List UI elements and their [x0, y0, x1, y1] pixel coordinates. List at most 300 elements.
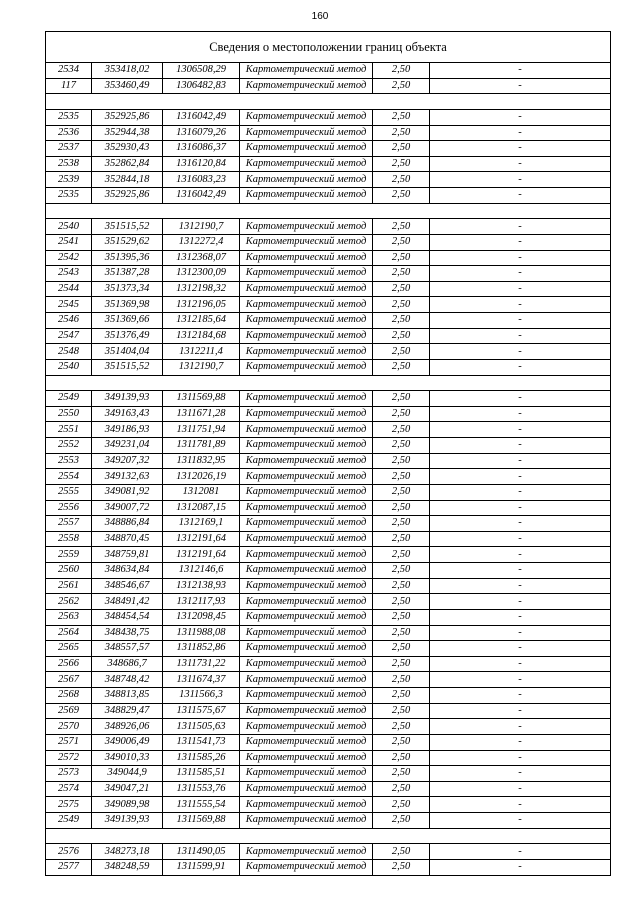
point-number-cell: 2542 — [46, 250, 92, 266]
table-row — [46, 656, 611, 672]
point-number-cell: 2534 — [46, 63, 92, 79]
accuracy-cell: 2,50 — [373, 109, 430, 125]
accuracy-cell: 2,50 — [373, 391, 430, 407]
table-row — [46, 453, 611, 469]
method-cell: Картометрический метод — [240, 813, 373, 829]
method-cell: Картометрический метод — [240, 141, 373, 157]
method-cell: Картометрический метод — [240, 63, 373, 79]
method-cell: Картометрический метод — [240, 125, 373, 141]
point-number-cell: 2549 — [46, 391, 92, 407]
table-row — [46, 750, 611, 766]
point-number-cell: 2573 — [46, 766, 92, 782]
accuracy-cell: 2,50 — [373, 313, 430, 329]
x-coordinate-cell: 348273,18 — [92, 844, 163, 860]
y-coordinate-cell: 1311505,63 — [163, 719, 240, 735]
x-coordinate-cell: 349089,98 — [92, 797, 163, 813]
accuracy-cell: 2,50 — [373, 609, 430, 625]
point-number-cell: 2548 — [46, 344, 92, 360]
x-coordinate-cell: 351515,52 — [92, 219, 163, 235]
table-row — [46, 109, 611, 125]
table-separator-row — [46, 828, 611, 844]
table-separator-row — [46, 203, 611, 219]
x-coordinate-cell: 351373,34 — [92, 281, 163, 297]
accuracy-cell: 2,50 — [373, 563, 430, 579]
method-cell: Картометрический метод — [240, 531, 373, 547]
x-coordinate-cell: 351376,49 — [92, 328, 163, 344]
y-coordinate-cell: 1311671,28 — [163, 406, 240, 422]
method-cell: Картометрический метод — [240, 234, 373, 250]
table-row — [46, 703, 611, 719]
accuracy-cell: 2,50 — [373, 344, 430, 360]
y-coordinate-cell: 1311731,22 — [163, 656, 240, 672]
method-cell: Картометрический метод — [240, 266, 373, 282]
y-coordinate-cell: 1312081 — [163, 484, 240, 500]
accuracy-cell: 2,50 — [373, 766, 430, 782]
x-coordinate-cell: 349047,21 — [92, 781, 163, 797]
x-coordinate-cell: 348829,47 — [92, 703, 163, 719]
table-row — [46, 797, 611, 813]
y-coordinate-cell: 1312272,4 — [163, 234, 240, 250]
table-separator-row — [46, 94, 611, 110]
table-row — [46, 78, 611, 94]
method-cell: Картометрический метод — [240, 672, 373, 688]
y-coordinate-cell: 1311585,26 — [163, 750, 240, 766]
point-number-cell: 2558 — [46, 531, 92, 547]
method-cell: Картометрический метод — [240, 641, 373, 657]
method-cell: Картометрический метод — [240, 359, 373, 375]
description-cell: - — [430, 422, 611, 438]
table-row — [46, 344, 611, 360]
y-coordinate-cell: 1311569,88 — [163, 391, 240, 407]
table-row — [46, 516, 611, 532]
description-cell: - — [430, 734, 611, 750]
method-cell: Картометрический метод — [240, 188, 373, 204]
point-number-cell: 2557 — [46, 516, 92, 532]
x-coordinate-cell: 348248,59 — [92, 859, 163, 875]
x-coordinate-cell: 352925,86 — [92, 188, 163, 204]
method-cell: Картометрический метод — [240, 438, 373, 454]
x-coordinate-cell: 353418,02 — [92, 63, 163, 79]
y-coordinate-cell: 1311555,54 — [163, 797, 240, 813]
y-coordinate-cell: 1312190,7 — [163, 359, 240, 375]
y-coordinate-cell: 1311566,3 — [163, 688, 240, 704]
x-coordinate-cell: 352844,18 — [92, 172, 163, 188]
point-number-cell: 2549 — [46, 813, 92, 829]
x-coordinate-cell: 353460,49 — [92, 78, 163, 94]
table-row — [46, 859, 611, 875]
table-row — [46, 328, 611, 344]
x-coordinate-cell: 348870,45 — [92, 531, 163, 547]
description-cell: - — [430, 719, 611, 735]
accuracy-cell: 2,50 — [373, 484, 430, 500]
point-number-cell: 2544 — [46, 281, 92, 297]
x-coordinate-cell: 349006,49 — [92, 734, 163, 750]
method-cell: Картометрический метод — [240, 78, 373, 94]
table-row — [46, 219, 611, 235]
accuracy-cell: 2,50 — [373, 656, 430, 672]
point-number-cell: 2575 — [46, 797, 92, 813]
point-number-cell: 2562 — [46, 594, 92, 610]
separator-cell — [46, 203, 611, 219]
x-coordinate-cell: 351387,28 — [92, 266, 163, 282]
description-cell: - — [430, 531, 611, 547]
table-row — [46, 844, 611, 860]
description-cell: - — [430, 563, 611, 579]
description-cell: - — [430, 578, 611, 594]
point-number-cell: 2564 — [46, 625, 92, 641]
y-coordinate-cell: 1316086,37 — [163, 141, 240, 157]
description-cell: - — [430, 438, 611, 454]
y-coordinate-cell: 1312196,05 — [163, 297, 240, 313]
table-row — [46, 734, 611, 750]
x-coordinate-cell: 351404,04 — [92, 344, 163, 360]
method-cell: Картометрический метод — [240, 344, 373, 360]
method-cell: Картометрический метод — [240, 781, 373, 797]
table-row — [46, 266, 611, 282]
x-coordinate-cell: 348748,42 — [92, 672, 163, 688]
y-coordinate-cell: 1311988,08 — [163, 625, 240, 641]
description-cell: - — [430, 594, 611, 610]
table-row — [46, 719, 611, 735]
y-coordinate-cell: 1311599,91 — [163, 859, 240, 875]
x-coordinate-cell: 352944,38 — [92, 125, 163, 141]
point-number-cell: 2538 — [46, 156, 92, 172]
accuracy-cell: 2,50 — [373, 219, 430, 235]
point-number-cell: 2550 — [46, 406, 92, 422]
accuracy-cell: 2,50 — [373, 250, 430, 266]
method-cell: Картометрический метод — [240, 109, 373, 125]
method-cell: Картометрический метод — [240, 688, 373, 704]
table-row — [46, 547, 611, 563]
point-number-cell: 2576 — [46, 844, 92, 860]
point-number-cell: 2551 — [46, 422, 92, 438]
accuracy-cell: 2,50 — [373, 438, 430, 454]
point-number-cell: 117 — [46, 78, 92, 94]
x-coordinate-cell: 349186,93 — [92, 422, 163, 438]
accuracy-cell: 2,50 — [373, 281, 430, 297]
point-number-cell: 2536 — [46, 125, 92, 141]
method-cell: Картометрический метод — [240, 750, 373, 766]
description-cell: - — [430, 391, 611, 407]
point-number-cell: 2543 — [46, 266, 92, 282]
y-coordinate-cell: 1311575,67 — [163, 703, 240, 719]
method-cell: Картометрический метод — [240, 766, 373, 782]
accuracy-cell: 2,50 — [373, 406, 430, 422]
accuracy-cell: 2,50 — [373, 297, 430, 313]
description-cell: - — [430, 109, 611, 125]
accuracy-cell: 2,50 — [373, 188, 430, 204]
description-cell: - — [430, 813, 611, 829]
accuracy-cell: 2,50 — [373, 359, 430, 375]
y-coordinate-cell: 1306508,29 — [163, 63, 240, 79]
y-coordinate-cell: 1312191,64 — [163, 547, 240, 563]
accuracy-cell: 2,50 — [373, 719, 430, 735]
page-number: 160 — [311, 11, 329, 22]
accuracy-cell: 2,50 — [373, 625, 430, 641]
table-row — [46, 484, 611, 500]
method-cell: Картометрический метод — [240, 500, 373, 516]
y-coordinate-cell: 1312211,4 — [163, 344, 240, 360]
method-cell: Картометрический метод — [240, 219, 373, 235]
accuracy-cell: 2,50 — [373, 156, 430, 172]
x-coordinate-cell: 349139,93 — [92, 391, 163, 407]
table-row — [46, 625, 611, 641]
table-row — [46, 391, 611, 407]
method-cell: Картометрический метод — [240, 547, 373, 563]
x-coordinate-cell: 352930,43 — [92, 141, 163, 157]
description-cell: - — [430, 266, 611, 282]
description-cell: - — [430, 453, 611, 469]
y-coordinate-cell: 1312138,93 — [163, 578, 240, 594]
point-number-cell: 2541 — [46, 234, 92, 250]
x-coordinate-cell: 352862,84 — [92, 156, 163, 172]
method-cell: Картометрический метод — [240, 172, 373, 188]
description-cell: - — [430, 188, 611, 204]
method-cell: Картометрический метод — [240, 734, 373, 750]
description-cell: - — [430, 625, 611, 641]
y-coordinate-cell: 1312146,6 — [163, 563, 240, 579]
point-number-cell: 2535 — [46, 188, 92, 204]
method-cell: Картометрический метод — [240, 609, 373, 625]
method-cell: Картометрический метод — [240, 156, 373, 172]
point-number-cell: 2546 — [46, 313, 92, 329]
separator-cell — [46, 375, 611, 391]
y-coordinate-cell: 1316083,23 — [163, 172, 240, 188]
table-row — [46, 531, 611, 547]
method-cell: Картометрический метод — [240, 422, 373, 438]
point-number-cell: 2556 — [46, 500, 92, 516]
table-row — [46, 281, 611, 297]
table-row — [46, 359, 611, 375]
point-number-cell: 2539 — [46, 172, 92, 188]
accuracy-cell: 2,50 — [373, 266, 430, 282]
method-cell: Картометрический метод — [240, 391, 373, 407]
point-number-cell: 2560 — [46, 563, 92, 579]
x-coordinate-cell: 349010,33 — [92, 750, 163, 766]
accuracy-cell: 2,50 — [373, 172, 430, 188]
point-number-cell: 2563 — [46, 609, 92, 625]
point-number-cell: 2570 — [46, 719, 92, 735]
accuracy-cell: 2,50 — [373, 78, 430, 94]
accuracy-cell: 2,50 — [373, 594, 430, 610]
method-cell: Картометрический метод — [240, 656, 373, 672]
method-cell: Картометрический метод — [240, 484, 373, 500]
table-row — [46, 406, 611, 422]
table-row — [46, 578, 611, 594]
table-row — [46, 234, 611, 250]
x-coordinate-cell: 348634,84 — [92, 563, 163, 579]
point-number-cell: 2569 — [46, 703, 92, 719]
method-cell: Картометрический метод — [240, 563, 373, 579]
point-number-cell: 2535 — [46, 109, 92, 125]
table-row — [46, 156, 611, 172]
accuracy-cell: 2,50 — [373, 63, 430, 79]
description-cell: - — [430, 844, 611, 860]
x-coordinate-cell: 348886,84 — [92, 516, 163, 532]
description-cell: - — [430, 234, 611, 250]
description-cell: - — [430, 78, 611, 94]
table-row — [46, 141, 611, 157]
point-number-cell: 2547 — [46, 328, 92, 344]
table-row — [46, 172, 611, 188]
accuracy-cell: 2,50 — [373, 859, 430, 875]
point-number-cell: 2555 — [46, 484, 92, 500]
accuracy-cell: 2,50 — [373, 844, 430, 860]
x-coordinate-cell: 348686,7 — [92, 656, 163, 672]
y-coordinate-cell: 1311553,76 — [163, 781, 240, 797]
y-coordinate-cell: 1311541,73 — [163, 734, 240, 750]
description-cell: - — [430, 703, 611, 719]
y-coordinate-cell: 1311751,94 — [163, 422, 240, 438]
description-cell: - — [430, 859, 611, 875]
method-cell: Картометрический метод — [240, 594, 373, 610]
separator-cell — [46, 828, 611, 844]
accuracy-cell: 2,50 — [373, 734, 430, 750]
description-cell: - — [430, 63, 611, 79]
description-cell: - — [430, 313, 611, 329]
table-row — [46, 250, 611, 266]
description-cell: - — [430, 297, 611, 313]
x-coordinate-cell: 351529,62 — [92, 234, 163, 250]
method-cell: Картометрический метод — [240, 578, 373, 594]
table-row — [46, 641, 611, 657]
description-cell: - — [430, 750, 611, 766]
method-cell: Картометрический метод — [240, 406, 373, 422]
method-cell: Картометрический метод — [240, 453, 373, 469]
point-number-cell: 2540 — [46, 359, 92, 375]
x-coordinate-cell: 352925,86 — [92, 109, 163, 125]
method-cell: Картометрический метод — [240, 703, 373, 719]
table-title-row — [46, 32, 611, 63]
description-cell: - — [430, 609, 611, 625]
method-cell: Картометрический метод — [240, 859, 373, 875]
point-number-cell: 2537 — [46, 141, 92, 157]
point-number-cell: 2540 — [46, 219, 92, 235]
accuracy-cell: 2,50 — [373, 125, 430, 141]
y-coordinate-cell: 1312169,1 — [163, 516, 240, 532]
accuracy-cell: 2,50 — [373, 531, 430, 547]
accuracy-cell: 2,50 — [373, 141, 430, 157]
method-cell: Картометрический метод — [240, 719, 373, 735]
point-number-cell: 2554 — [46, 469, 92, 485]
point-number-cell: 2559 — [46, 547, 92, 563]
method-cell: Картометрический метод — [240, 281, 373, 297]
table-row — [46, 469, 611, 485]
method-cell: Картометрический метод — [240, 469, 373, 485]
accuracy-cell: 2,50 — [373, 328, 430, 344]
point-number-cell: 2574 — [46, 781, 92, 797]
table-row — [46, 688, 611, 704]
y-coordinate-cell: 1311832,95 — [163, 453, 240, 469]
table-row — [46, 297, 611, 313]
description-cell: - — [430, 172, 611, 188]
accuracy-cell: 2,50 — [373, 672, 430, 688]
description-cell: - — [430, 641, 611, 657]
x-coordinate-cell: 349163,43 — [92, 406, 163, 422]
method-cell: Картометрический метод — [240, 516, 373, 532]
y-coordinate-cell: 1316042,49 — [163, 109, 240, 125]
accuracy-cell: 2,50 — [373, 781, 430, 797]
y-coordinate-cell: 1306482,83 — [163, 78, 240, 94]
x-coordinate-cell: 348546,67 — [92, 578, 163, 594]
x-coordinate-cell: 349231,04 — [92, 438, 163, 454]
y-coordinate-cell: 1311490,05 — [163, 844, 240, 860]
accuracy-cell: 2,50 — [373, 703, 430, 719]
accuracy-cell: 2,50 — [373, 500, 430, 516]
separator-cell — [46, 94, 611, 110]
x-coordinate-cell: 349132,63 — [92, 469, 163, 485]
y-coordinate-cell: 1312184,68 — [163, 328, 240, 344]
y-coordinate-cell: 1312117,93 — [163, 594, 240, 610]
method-cell: Картометрический метод — [240, 328, 373, 344]
description-cell: - — [430, 797, 611, 813]
x-coordinate-cell: 348557,57 — [92, 641, 163, 657]
point-number-cell: 2567 — [46, 672, 92, 688]
y-coordinate-cell: 1311569,88 — [163, 813, 240, 829]
table-row — [46, 188, 611, 204]
description-cell: - — [430, 781, 611, 797]
table-row — [46, 125, 611, 141]
x-coordinate-cell: 351515,52 — [92, 359, 163, 375]
description-cell: - — [430, 656, 611, 672]
x-coordinate-cell: 348926,06 — [92, 719, 163, 735]
description-cell: - — [430, 672, 611, 688]
y-coordinate-cell: 1312087,15 — [163, 500, 240, 516]
accuracy-cell: 2,50 — [373, 469, 430, 485]
table-row — [46, 813, 611, 829]
method-cell: Картометрический метод — [240, 844, 373, 860]
x-coordinate-cell: 349081,92 — [92, 484, 163, 500]
y-coordinate-cell: 1312185,64 — [163, 313, 240, 329]
point-number-cell: 2577 — [46, 859, 92, 875]
y-coordinate-cell: 1312368,07 — [163, 250, 240, 266]
x-coordinate-cell: 348491,42 — [92, 594, 163, 610]
method-cell: Картометрический метод — [240, 625, 373, 641]
x-coordinate-cell: 348438,75 — [92, 625, 163, 641]
table-row — [46, 500, 611, 516]
accuracy-cell: 2,50 — [373, 797, 430, 813]
method-cell: Картометрический метод — [240, 250, 373, 266]
y-coordinate-cell: 1312300,09 — [163, 266, 240, 282]
point-number-cell: 2561 — [46, 578, 92, 594]
x-coordinate-cell: 349207,32 — [92, 453, 163, 469]
table-row — [46, 609, 611, 625]
y-coordinate-cell: 1311852,86 — [163, 641, 240, 657]
y-coordinate-cell: 1312191,64 — [163, 531, 240, 547]
table-row — [46, 594, 611, 610]
description-cell: - — [430, 219, 611, 235]
table-row — [46, 781, 611, 797]
accuracy-cell: 2,50 — [373, 750, 430, 766]
x-coordinate-cell: 348454,54 — [92, 609, 163, 625]
description-cell: - — [430, 250, 611, 266]
description-cell: - — [430, 688, 611, 704]
table-row — [46, 766, 611, 782]
description-cell: - — [430, 766, 611, 782]
y-coordinate-cell: 1316042,49 — [163, 188, 240, 204]
description-cell: - — [430, 141, 611, 157]
y-coordinate-cell: 1312198,32 — [163, 281, 240, 297]
method-cell: Картометрический метод — [240, 313, 373, 329]
y-coordinate-cell: 1312098,45 — [163, 609, 240, 625]
point-number-cell: 2571 — [46, 734, 92, 750]
x-coordinate-cell: 348813,85 — [92, 688, 163, 704]
point-number-cell: 2565 — [46, 641, 92, 657]
description-cell: - — [430, 328, 611, 344]
description-cell: - — [430, 500, 611, 516]
description-cell: - — [430, 484, 611, 500]
y-coordinate-cell: 1312026,19 — [163, 469, 240, 485]
